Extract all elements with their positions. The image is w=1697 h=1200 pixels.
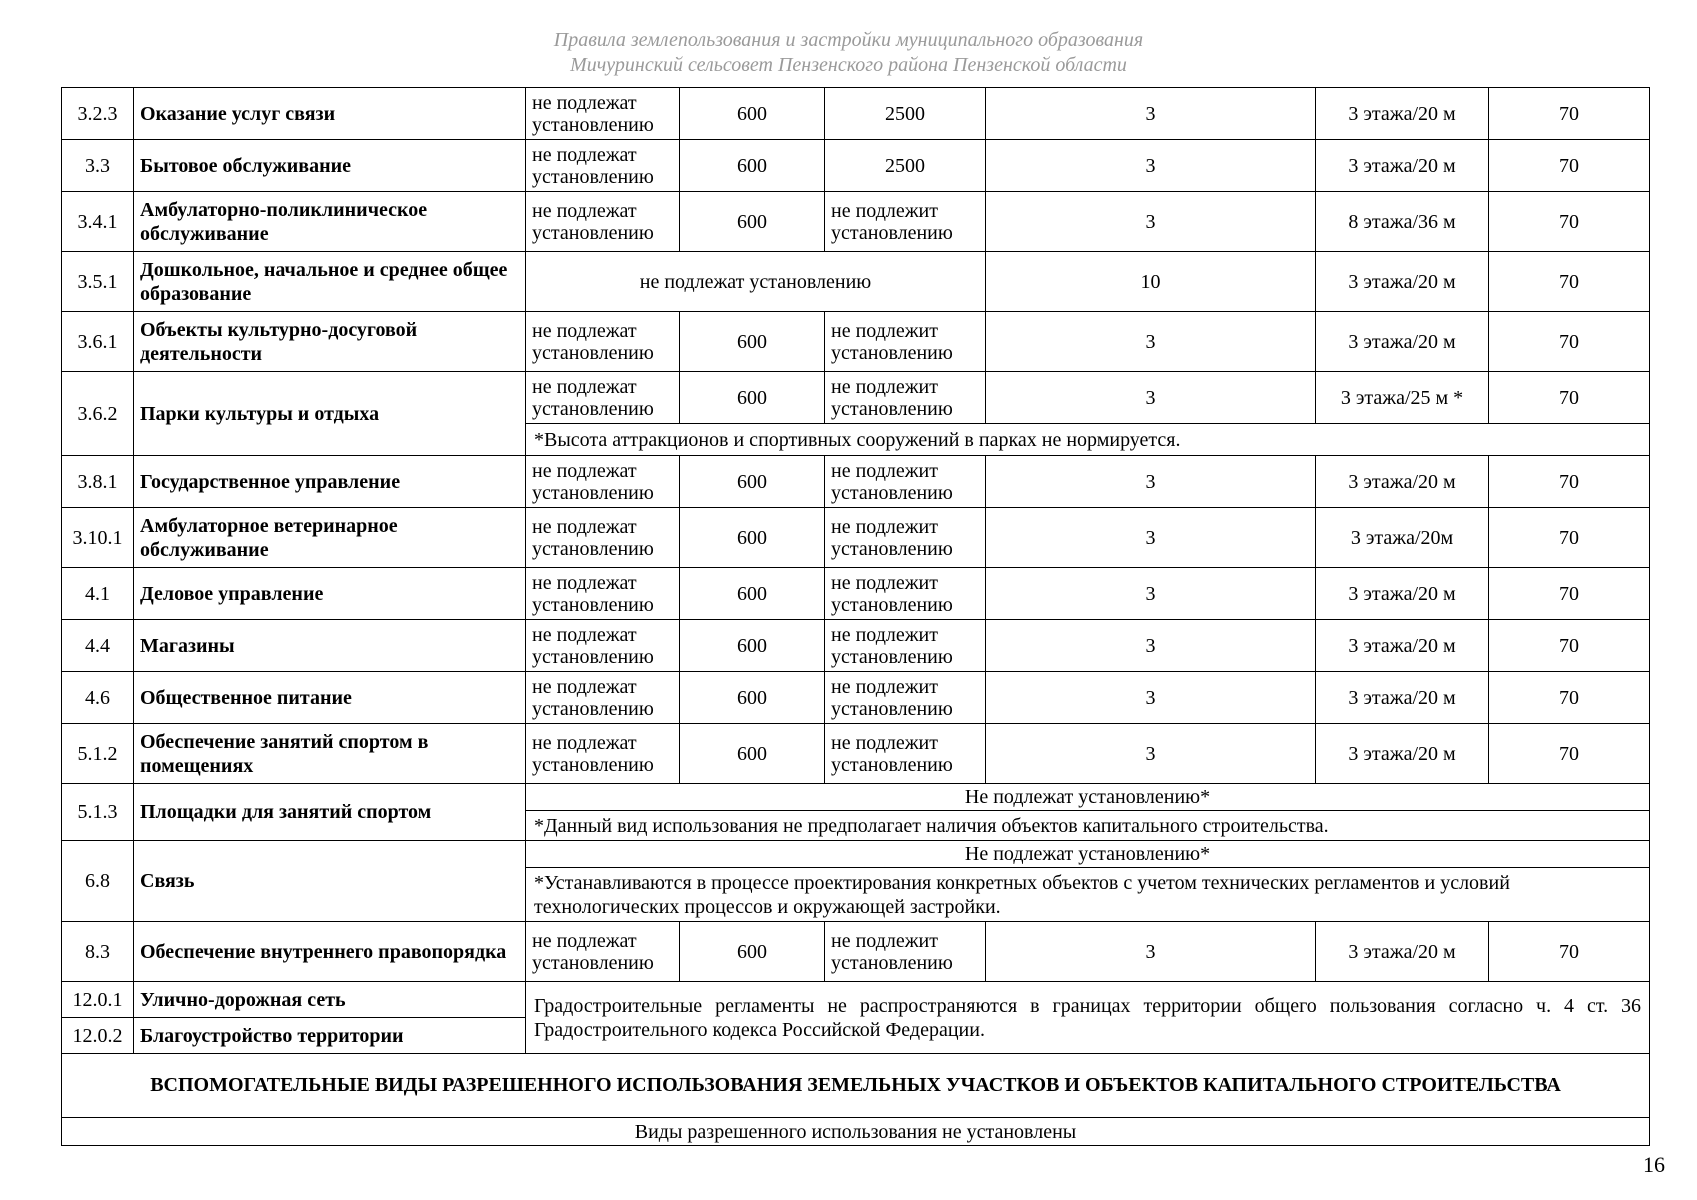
row-name: Парки культуры и отдыха (134, 372, 526, 456)
page-number: 16 (1643, 1152, 1665, 1177)
section-body-row (62, 1118, 1650, 1146)
min-area-cell: 600 (680, 508, 825, 568)
floors-height-cell: 3 этажа/20 м (1316, 724, 1489, 784)
indent-cell: 3 (986, 724, 1316, 784)
row-name: Деловое управление (134, 568, 526, 620)
section-header-row (62, 1054, 1650, 1118)
min-size-cell: не подлежат установлению (526, 620, 680, 672)
coverage-cell: 70 (1489, 140, 1650, 192)
row-code: 3.4.1 (62, 192, 134, 252)
header-line-1: Правила землепользования и застройки муниципального образования (553, 29, 1144, 51)
row-note: *Высота аттракционов и спортивных сооружений в парках не нормируется. (526, 424, 1650, 456)
row-code: 3.3 (62, 140, 134, 192)
coverage-cell: 70 (1489, 88, 1650, 140)
max-area-cell: не подлежит установлению (825, 672, 986, 724)
row-name: Магазины (134, 620, 526, 672)
header-line-2: Мичуринский сельсовет Пензенского района Пензенской области (570, 54, 1127, 76)
row-code: 4.6 (62, 672, 134, 724)
row-name: Объекты культурно-досуговой деятельности (134, 312, 526, 372)
floors-height-cell: 3 этажа/25 м * (1316, 372, 1489, 424)
max-area-cell: не подлежит установлению (825, 620, 986, 672)
indent-cell: 3 (986, 568, 1316, 620)
coverage-cell: 70 (1489, 568, 1650, 620)
min-size-cell: не подлежат установлению (526, 140, 680, 192)
indent-cell: 3 (986, 922, 1316, 982)
row-name: Благоустройство территории (134, 1018, 526, 1054)
table-row (62, 192, 1650, 252)
min-area-cell: 600 (680, 568, 825, 620)
indent-cell: 3 (986, 672, 1316, 724)
row-name: Улично-дорожная сеть (134, 982, 526, 1018)
indent-cell: 3 (986, 88, 1316, 140)
min-size-cell: не подлежат установлению (526, 508, 680, 568)
min-size-cell: не подлежат установлению (526, 372, 680, 424)
table-row (62, 252, 1650, 312)
min-size-cell: не подлежат установлению (526, 672, 680, 724)
row-code: 8.3 (62, 922, 134, 982)
max-area-cell: не подлежит установлению (825, 312, 986, 372)
coverage-cell: 70 (1489, 620, 1650, 672)
row-name: Бытовое обслуживание (134, 140, 526, 192)
indent-cell: 3 (986, 192, 1316, 252)
regulations-table (61, 87, 1650, 1146)
row-name: Государственное управление (134, 456, 526, 508)
min-area-cell: 600 (680, 140, 825, 192)
min-area-cell: 600 (680, 456, 825, 508)
table-row (62, 841, 1650, 868)
not-established-cell: Не подлежат установлению* (526, 784, 1650, 811)
floors-height-cell: 3 этажа/20 м (1316, 620, 1489, 672)
row-code: 3.5.1 (62, 252, 134, 312)
coverage-cell: 70 (1489, 192, 1650, 252)
table-row (62, 456, 1650, 508)
not-established-cell: Не подлежат установлению* (526, 841, 1650, 868)
row-code: 3.10.1 (62, 508, 134, 568)
coverage-cell: 70 (1489, 456, 1650, 508)
coverage-cell: 70 (1489, 508, 1650, 568)
row-note: *Устанавливаются в процессе проектирования конкретных объектов с учетом технических регламентов и условий технологических процессов и окружающей застройки. (526, 868, 1650, 922)
table-row (62, 922, 1650, 982)
row-code: 3.6.2 (62, 372, 134, 456)
max-area-cell: не подлежит установлению (825, 724, 986, 784)
floors-height-cell: 3 этажа/20 м (1316, 456, 1489, 508)
section-text: Виды разрешенного использования не установлены (62, 1118, 1650, 1146)
max-area-cell: не подлежит установлению (825, 922, 986, 982)
row-code: 3.2.3 (62, 88, 134, 140)
min-size-cell: не подлежат установлению (526, 724, 680, 784)
floors-height-cell: 3 этажа/20 м (1316, 672, 1489, 724)
max-area-cell: не подлежит установлению (825, 192, 986, 252)
max-area-cell: не подлежит установлению (825, 568, 986, 620)
floors-height-cell: 3 этажа/20 м (1316, 312, 1489, 372)
row-name: Амбулаторно-поликлиническое обслуживание (134, 192, 526, 252)
table-row (62, 620, 1650, 672)
table-row (62, 982, 1650, 1018)
floors-height-cell: 3 этажа/20 м (1316, 922, 1489, 982)
min-size-cell: не подлежат установлению (526, 192, 680, 252)
table-row (62, 140, 1650, 192)
min-size-cell: не подлежат установлению (526, 456, 680, 508)
row-name: Амбулаторное ветеринарное обслуживание (134, 508, 526, 568)
floors-height-cell: 3 этажа/20 м (1316, 140, 1489, 192)
floors-height-cell: 8 этажа/36 м (1316, 192, 1489, 252)
row-code: 12.0.2 (62, 1018, 134, 1054)
min-size-cell: не подлежат установлению (526, 568, 680, 620)
indent-cell: 3 (986, 140, 1316, 192)
row-code: 4.1 (62, 568, 134, 620)
indent-cell: 3 (986, 620, 1316, 672)
row-code: 12.0.1 (62, 982, 134, 1018)
min-area-cell: 600 (680, 372, 825, 424)
row-name: Общественное питание (134, 672, 526, 724)
min-area-cell: 600 (680, 312, 825, 372)
min-size-cell: не подлежат установлению (526, 88, 680, 140)
min-area-cell: 600 (680, 922, 825, 982)
min-area-cell: 600 (680, 672, 825, 724)
max-area-cell: 2500 (825, 140, 986, 192)
row-name: Связь (134, 841, 526, 922)
min-area-cell: 600 (680, 620, 825, 672)
indent-cell: 3 (986, 508, 1316, 568)
table-row (62, 568, 1650, 620)
max-area-cell: не подлежит установлению (825, 508, 986, 568)
coverage-cell: 70 (1489, 312, 1650, 372)
min-area-cell: 600 (680, 88, 825, 140)
row-code: 6.8 (62, 841, 134, 922)
table-row (62, 372, 1650, 424)
floors-height-cell: 3 этажа/20 м (1316, 252, 1489, 312)
row-code: 3.6.1 (62, 312, 134, 372)
sizes-merged-cell: не подлежат установлению (526, 252, 986, 312)
row-name: Обеспечение занятий спортом в помещениях (134, 724, 526, 784)
row-code: 4.4 (62, 620, 134, 672)
document-header (0, 28, 1697, 78)
row-name: Оказание услуг связи (134, 88, 526, 140)
row-note: *Данный вид использования не предполагает наличия объектов капитального строительства. (526, 811, 1650, 841)
indent-cell: 3 (986, 372, 1316, 424)
min-size-cell: не подлежат установлению (526, 922, 680, 982)
row-code: 5.1.3 (62, 784, 134, 841)
indent-cell: 3 (986, 312, 1316, 372)
max-area-cell: 2500 (825, 88, 986, 140)
table-row (62, 508, 1650, 568)
section-title: ВСПОМОГАТЕЛЬНЫЕ ВИДЫ РАЗРЕШЕННОГО ИСПОЛЬЗОВАНИЯ ЗЕМЕЛЬНЫХ УЧАСТКОВ И ОБЪЕКТОВ КАПИТАЛЬНОГО СТРОИТЕЛЬСТВА (62, 1054, 1650, 1118)
max-area-cell: не подлежит установлению (825, 372, 986, 424)
coverage-cell: 70 (1489, 372, 1650, 424)
coverage-cell: 70 (1489, 252, 1650, 312)
table-row (62, 784, 1650, 811)
row-name: Площадки для занятий спортом (134, 784, 526, 841)
floors-height-cell: 3 этажа/20 м (1316, 568, 1489, 620)
row-code: 5.1.2 (62, 724, 134, 784)
floors-height-cell: 3 этажа/20м (1316, 508, 1489, 568)
table-row (62, 312, 1650, 372)
row-name: Дошкольное, начальное и среднее общее образование (134, 252, 526, 312)
coverage-cell: 70 (1489, 672, 1650, 724)
table-row (62, 724, 1650, 784)
indent-cell: 3 (986, 456, 1316, 508)
indent-cell: 10 (986, 252, 1316, 312)
min-area-cell: 600 (680, 192, 825, 252)
table-row (62, 672, 1650, 724)
row-code: 3.8.1 (62, 456, 134, 508)
coverage-cell: 70 (1489, 922, 1650, 982)
min-size-cell: не подлежат установлению (526, 312, 680, 372)
min-area-cell: 600 (680, 724, 825, 784)
coverage-cell: 70 (1489, 724, 1650, 784)
regulation-note: Градостроительные регламенты не распространяются в границах территории общего пользования согласно ч. 4 ст. 36 Градостроительного кодекса Российской Федерации. (526, 982, 1650, 1054)
row-name: Обеспечение внутреннего правопорядка (134, 922, 526, 982)
max-area-cell: не подлежит установлению (825, 456, 986, 508)
table-row (62, 88, 1650, 140)
floors-height-cell: 3 этажа/20 м (1316, 88, 1489, 140)
